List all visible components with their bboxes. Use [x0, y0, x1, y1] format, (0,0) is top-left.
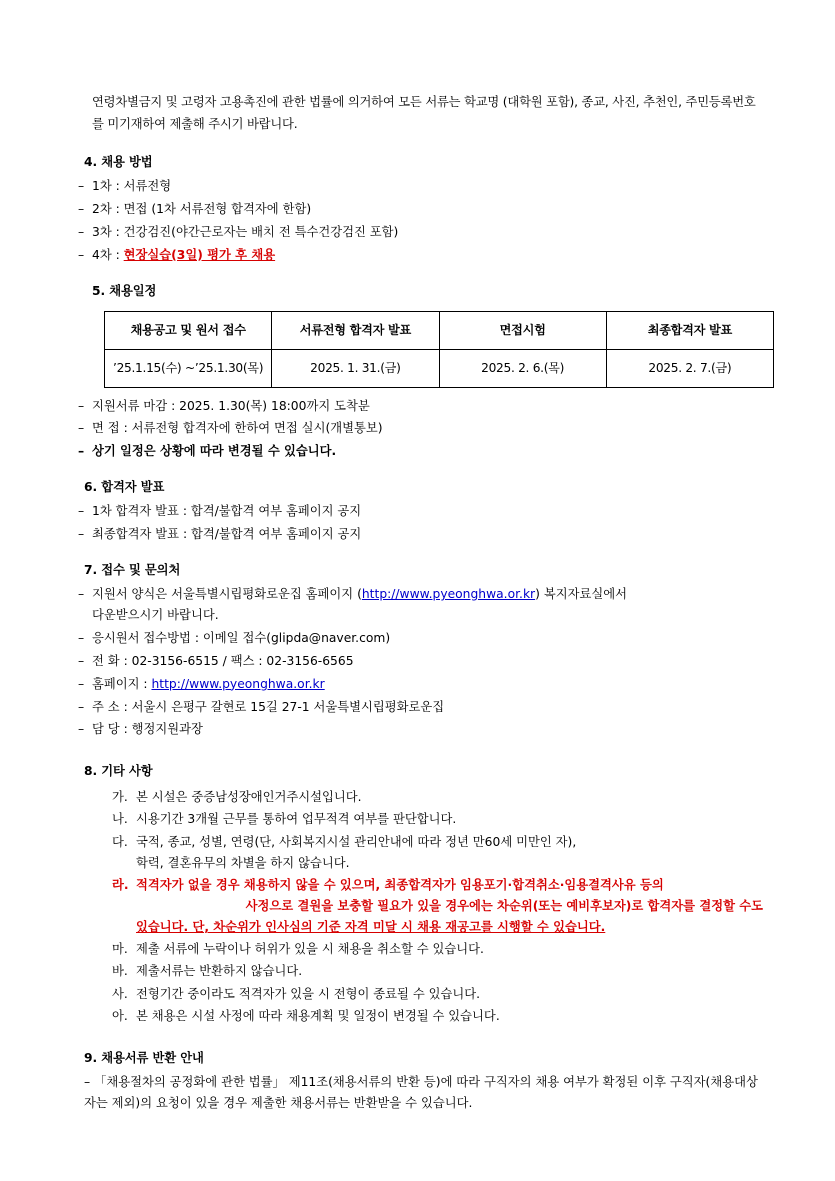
- table-header-row: [105, 311, 774, 349]
- section-9-line-2: 이후 구직자(채용대상자는 제외)의 요청이 있을 경우 제출한 채용서류는 반환받을 수 있습니다.: [84, 1074, 758, 1111]
- section-4-heading: 4. 채용 방법: [84, 155, 153, 170]
- list-item-highlighted: [112, 875, 763, 938]
- item-text: 제출 서류에 누락이나 허위가 있을 시 채용을 취소할 수 있습니다.: [136, 942, 484, 957]
- text-before-link: 홈페이지 :: [92, 676, 152, 691]
- intro-paragraph: 연령차별금지 및 고령자 고용촉진에 관한 법률에 의거하여 모든 서류는 학교명 (대학원 포함), 종교, 사진, 추천인, 주민등록번호를 미기재하여 제출해 주시기 바랍니다.: [92, 95, 756, 131]
- list-item-emphasis: 현장실습(3일) 평가 후 채용: [123, 247, 276, 262]
- section-4-list: [78, 176, 763, 266]
- recruitment-schedule-table: [104, 311, 774, 388]
- column-header: 면접시험: [439, 311, 606, 349]
- list-item-phone: – 전 화 : 02-3156-6515 / 팩스 : 02-3156-6565: [78, 651, 763, 672]
- homepage-link[interactable]: http://www.pyeonghwa.or.kr: [361, 587, 536, 602]
- list-item-email: – 응시원서 접수방법 : 이메일 접수(glipda@naver.com): [78, 628, 763, 649]
- list-item-homepage: [78, 674, 763, 695]
- section-8-heading: 8. 기타 사항: [84, 764, 153, 779]
- list-item: [112, 961, 763, 982]
- section-7-list: [78, 584, 763, 740]
- list-item: – 지원서류 마감 : 2025. 1.30(목) 18:00까지 도착분: [78, 396, 763, 417]
- column-header: 최종합격자 발표: [606, 311, 773, 349]
- list-item: – 2차 : 면접 (1차 서류전형 합격자에 한함): [78, 199, 763, 220]
- list-item: [112, 787, 763, 808]
- item-marker: 다.: [112, 834, 128, 849]
- table-cell: ’25.1.15(수) ~’25.1.30(목): [105, 349, 272, 387]
- column-header: 채용공고 및 원서 접수: [105, 311, 272, 349]
- list-item-application-form: [78, 584, 763, 626]
- column-header: 서류전형 합격자 발표: [272, 311, 439, 349]
- list-item: [112, 1006, 763, 1027]
- homepage-link[interactable]: http://www.pyeonghwa.or.kr: [151, 676, 325, 691]
- item-text-continuation: 학력, 결혼유무의 차별을 하지 않습니다.: [136, 855, 350, 870]
- item-text-continuation-2: 있습니다. 단, 차순위가 인사심의 기준 자격 미달 시 채용 재공고를 시행할 수 있습니다.: [136, 920, 606, 935]
- list-item-continuation: 다운받으시기 바랍니다.: [92, 607, 219, 622]
- list-item-contact-person: – 담 당 : 행정지원과장: [78, 719, 763, 740]
- item-text: 국적, 종교, 성별, 연령(단, 사회복지시설 관리안내에 따라 정년 만60세 미만인 자),: [136, 834, 577, 849]
- item-text: 본 시설은 중증남성장애인거주시설입니다.: [136, 790, 362, 805]
- item-marker: 아.: [112, 1008, 128, 1023]
- section-9-line-1: – 「채용절차의 공정화에 관한 법률」 제11조(채용서류의 반환 등)에 따라 구직자의 채용 여부가 확정된: [84, 1075, 638, 1089]
- item-marker: 사.: [112, 986, 128, 1001]
- list-item: – 3차 : 건강검진(야간근로자는 배치 전 특수건강검진 포함): [78, 222, 763, 243]
- item-marker: 가.: [112, 790, 128, 805]
- section-6-list: [78, 501, 763, 545]
- list-item: [112, 939, 763, 960]
- section-9-body: [84, 1072, 763, 1115]
- table-cell: 2025. 2. 6.(목): [439, 349, 606, 387]
- item-text: 시용기간 3개월 근무를 통하여 업무적격 여부를 판단합니다.: [136, 812, 457, 827]
- list-item: – 상기 일정은 상황에 따라 변경될 수 있습니다.: [78, 441, 763, 462]
- section-5-notes: [78, 396, 763, 463]
- list-item-label: 4차 :: [92, 247, 124, 262]
- table-cell: 2025. 1. 31.(금): [272, 349, 439, 387]
- item-text-continuation: 사정으로 결원을 보충할 필요가 있을 경우에는 차순위(또는 예비후보자)로 합격자를 결정할 수도: [245, 899, 763, 914]
- list-item: – 1차 합격자 발표 : 합격/불합격 여부 홈페이지 공지: [78, 501, 763, 522]
- list-item: [112, 984, 763, 1005]
- section-9-heading: 9. 채용서류 반환 안내: [84, 1050, 204, 1065]
- item-marker: 바.: [112, 964, 128, 979]
- table-row: [105, 349, 774, 387]
- list-item: – 면 접 : 서류전형 합격자에 한하여 면접 실시(개별통보): [78, 418, 763, 439]
- item-text: 적격자가 없을 경우 채용하지 않을 수 있으며, 최종합격자가 임용포기·합격취소·임용결격사유 등의: [136, 877, 664, 892]
- section-5-heading: 5. 채용일정: [92, 283, 157, 298]
- item-text: 제출서류는 반환하지 않습니다.: [136, 964, 303, 979]
- section-6-heading: 6. 합격자 발표: [84, 480, 165, 495]
- table-cell: 2025. 2. 7.(금): [606, 349, 773, 387]
- list-item: – 1차 : 서류전형: [78, 176, 763, 197]
- item-marker: 라.: [112, 877, 129, 892]
- text-after-link: ) 복지자료실에서: [535, 587, 627, 602]
- list-item-highlighted: [78, 245, 763, 266]
- item-text: 전형기간 중이라도 적격자가 있을 시 전형이 종료될 수 있습니다.: [136, 986, 481, 1001]
- item-text: 본 채용은 시설 사정에 따라 채용계획 및 일정이 변경될 수 있습니다.: [136, 1008, 500, 1023]
- text-before-link: 지원서 양식은 서울특별시립평화로운집 홈페이지 (: [92, 587, 362, 602]
- list-item-address: – 주 소 : 서울시 은평구 갈현로 15길 27-1 서울특별시립평화로운집: [78, 697, 763, 718]
- list-item: – 최종합격자 발표 : 합격/불합격 여부 홈페이지 공지: [78, 524, 763, 545]
- section-8-list: [78, 787, 763, 1027]
- item-marker: 나.: [112, 812, 128, 827]
- item-marker: 마.: [112, 942, 128, 957]
- section-7-heading: 7. 접수 및 문의처: [84, 563, 181, 577]
- list-item: [112, 832, 763, 874]
- list-item: [112, 809, 763, 830]
